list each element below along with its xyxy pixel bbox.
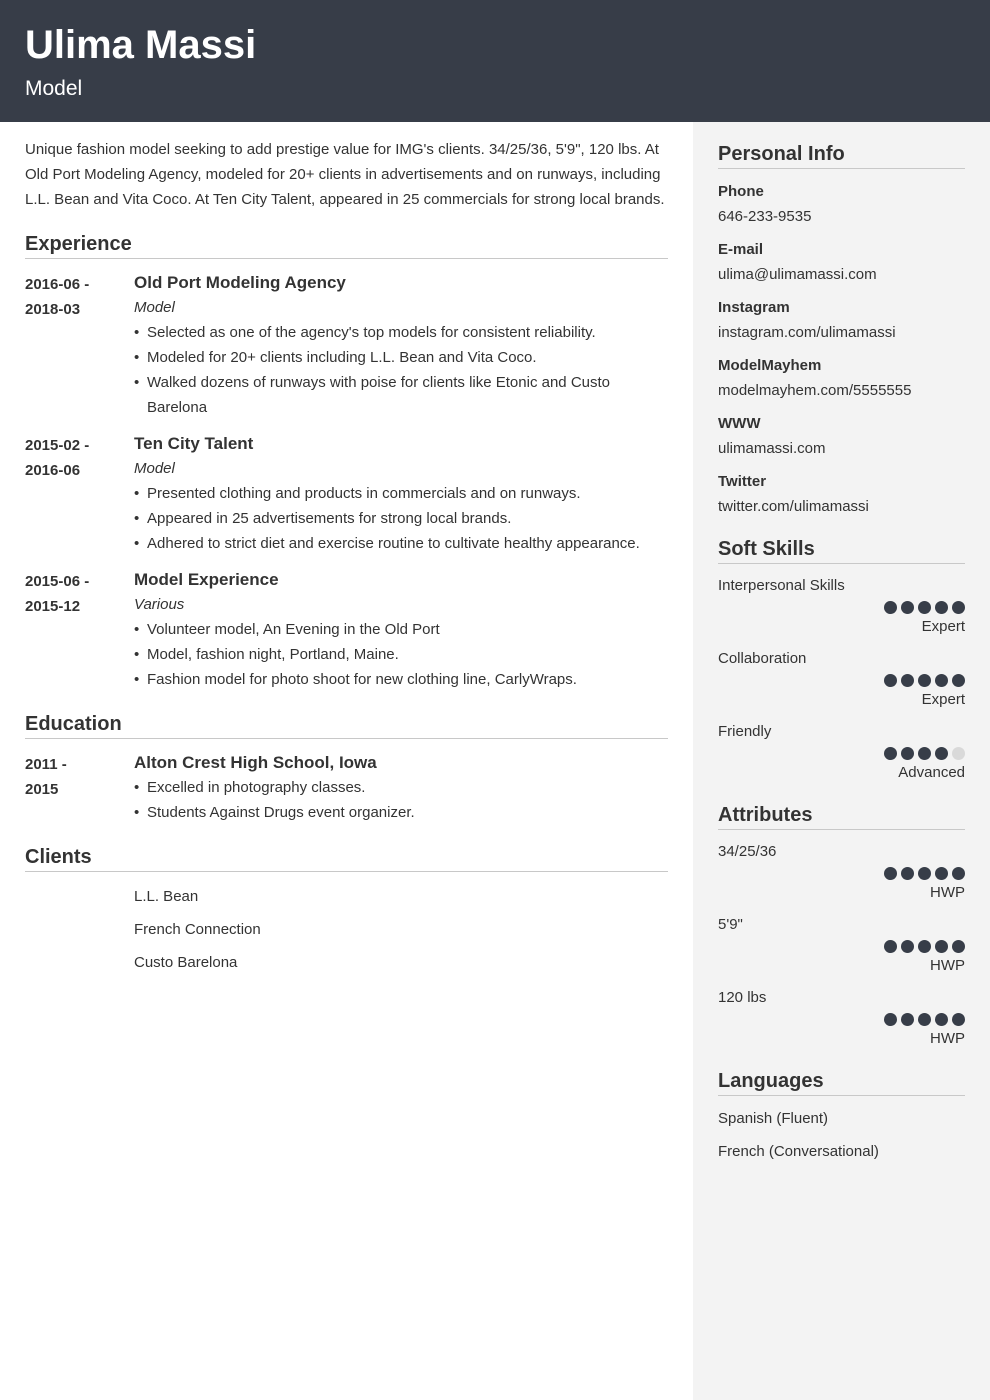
skill-level: Expert (921, 618, 965, 635)
entry-organization: Model Experience (134, 570, 279, 589)
languages-title: Languages (718, 1069, 965, 1096)
bullet-item: • Selected as one of the agency's top models for consistent reliability. (134, 320, 668, 345)
attribute-item (718, 841, 965, 903)
info-label: Instagram (718, 299, 790, 316)
experience-title: Experience (25, 232, 668, 259)
date-start: 2016-06 - (25, 276, 90, 293)
skill-rating (718, 674, 965, 687)
info-modelmayhem (718, 355, 965, 401)
rating-dot-filled (884, 674, 897, 687)
main-column (25, 122, 668, 983)
rating-dot-filled (884, 601, 897, 614)
date-start: 2011 - (25, 756, 67, 773)
date-start: 2015-02 - (25, 437, 90, 454)
rating-dot-filled (952, 940, 965, 953)
attributes-title: Attributes (718, 803, 965, 830)
entry-organization: Ten City Talent (134, 434, 254, 453)
skill-name: Friendly (718, 723, 772, 740)
info-twitter (718, 471, 965, 517)
entry-position: Model (134, 460, 175, 477)
attribute-level: HWP (930, 1030, 965, 1047)
rating-dot-filled (901, 1013, 914, 1026)
attribute-name: 120 lbs (718, 989, 767, 1006)
experience-entry (25, 270, 668, 420)
rating-dot-filled (901, 674, 914, 687)
experience-list (25, 270, 668, 692)
attribute-level: HWP (930, 884, 965, 901)
candidate-role: Model (25, 77, 83, 100)
entry-organization: Alton Crest High School, Iowa (134, 753, 377, 772)
education-entry (25, 750, 668, 825)
language-item: Spanish (Fluent) (718, 1110, 829, 1127)
info-value: twitter.com/ulimamassi (718, 498, 869, 515)
info-label: Twitter (718, 473, 767, 490)
personal-info-title: Personal Info (718, 142, 965, 169)
rating-dot-filled (935, 1013, 948, 1026)
entry-bullets (134, 775, 668, 825)
bullet-item: • Presented clothing and products in commercials and on runways. (134, 481, 668, 506)
rating-dot-filled (918, 1013, 931, 1026)
client-item: Custo Barelona (134, 954, 238, 971)
rating-dot-filled (952, 1013, 965, 1026)
rating-dot-filled (901, 867, 914, 880)
rating-dot-filled (884, 747, 897, 760)
language-item: French (Conversational) (718, 1143, 879, 1160)
rating-dot-filled (952, 867, 965, 880)
entry-date (25, 750, 134, 825)
rating-dot-filled (952, 674, 965, 687)
experience-entry (25, 431, 668, 556)
attribute-rating (718, 867, 965, 880)
rating-dot-empty (952, 747, 965, 760)
attribute-name: 34/25/36 (718, 843, 777, 860)
rating-dot-filled (901, 601, 914, 614)
entry-bullets (134, 481, 668, 556)
sidebar (693, 122, 990, 1400)
date-end: 2018-03 (25, 301, 81, 318)
clients-list (25, 884, 668, 975)
attribute-item (718, 914, 965, 976)
skill-item (718, 648, 965, 710)
rating-dot-filled (901, 747, 914, 760)
date-end: 2015-12 (25, 598, 81, 615)
skill-level: Advanced (898, 764, 965, 781)
bullet-item: • Fashion model for photo shoot for new clothing line, CarlyWraps. (134, 667, 668, 692)
summary: Unique fashion model seeking to add prestige value for IMG's clients. 34/25/36, 5'9", 120 lbs. At Old Port Modeling Agency, modeled for 20+ clients in advertisements and on runways, including L.L. Bean and Vita Coco. At Ten City Talent, appeared in 25 commercials for strong local brands. (25, 141, 665, 208)
rating-dot-filled (918, 940, 931, 953)
info-email (718, 239, 965, 285)
info-phone (718, 181, 965, 227)
client-item: French Connection (134, 921, 261, 938)
info-www (718, 413, 965, 459)
attribute-rating (718, 1013, 965, 1026)
bullet-item: • Modeled for 20+ clients including L.L. Bean and Vita Coco. (134, 345, 668, 370)
skill-item (718, 721, 965, 783)
rating-dot-filled (935, 867, 948, 880)
attribute-level: HWP (930, 957, 965, 974)
soft-skills-title: Soft Skills (718, 537, 965, 564)
attribute-rating (718, 940, 965, 953)
entry-date (25, 270, 134, 420)
rating-dot-filled (935, 940, 948, 953)
clients-title: Clients (25, 845, 668, 872)
info-label: E-mail (718, 241, 764, 258)
info-label: Phone (718, 183, 764, 200)
skill-name: Interpersonal Skills (718, 577, 845, 594)
info-value: ulimamassi.com (718, 440, 826, 457)
rating-dot-filled (952, 601, 965, 614)
skill-rating (718, 601, 965, 614)
skill-rating (718, 747, 965, 760)
info-value: modelmayhem.com/5555555 (718, 382, 912, 399)
entry-date (25, 431, 134, 556)
rating-dot-filled (935, 601, 948, 614)
entry-bullets (134, 320, 668, 420)
info-value: ulima@ulimamassi.com (718, 266, 877, 283)
bullet-item: • Volunteer model, An Evening in the Old Port (134, 617, 668, 642)
rating-dot-filled (918, 601, 931, 614)
languages-list (718, 1108, 965, 1162)
entry-bullets (134, 617, 668, 692)
skill-item (718, 575, 965, 637)
attribute-name: 5'9" (718, 916, 743, 933)
education-list (25, 750, 668, 825)
rating-dot-filled (884, 1013, 897, 1026)
resume-header (0, 0, 990, 122)
info-value: 646-233-9535 (718, 208, 812, 225)
info-value: instagram.com/ulimamassi (718, 324, 896, 341)
entry-date (25, 567, 134, 692)
skill-level: Expert (921, 691, 965, 708)
info-label: ModelMayhem (718, 357, 822, 374)
rating-dot-filled (918, 674, 931, 687)
client-item: L.L. Bean (134, 888, 199, 905)
attribute-item (718, 987, 965, 1049)
soft-skills-list (718, 575, 965, 783)
rating-dot-filled (884, 867, 897, 880)
attributes-list (718, 841, 965, 1049)
date-start: 2015-06 - (25, 573, 90, 590)
rating-dot-filled (918, 867, 931, 880)
rating-dot-filled (935, 674, 948, 687)
education-title: Education (25, 712, 668, 739)
entry-organization: Old Port Modeling Agency (134, 273, 346, 292)
entry-position: Model (134, 299, 175, 316)
rating-dot-filled (918, 747, 931, 760)
personal-info-list (718, 181, 965, 517)
bullet-item: • Walked dozens of runways with poise for clients like Etonic and Custo Barelona (134, 370, 668, 420)
info-label: WWW (718, 415, 761, 432)
experience-entry (25, 567, 668, 692)
info-instagram (718, 297, 965, 343)
candidate-name: Ulima Massi (25, 23, 257, 67)
skill-name: Collaboration (718, 650, 807, 667)
bullet-item: • Appeared in 25 advertisements for strong local brands. (134, 506, 668, 531)
entry-position: Various (134, 596, 185, 613)
bullet-item: • Model, fashion night, Portland, Maine. (134, 642, 668, 667)
rating-dot-filled (884, 940, 897, 953)
bullet-item: • Excelled in photography classes. (134, 775, 668, 800)
bullet-item: • Students Against Drugs event organizer. (134, 800, 668, 825)
rating-dot-filled (901, 940, 914, 953)
rating-dot-filled (935, 747, 948, 760)
bullet-item: • Adhered to strict diet and exercise routine to cultivate healthy appearance. (134, 531, 668, 556)
date-end: 2015 (25, 781, 59, 798)
date-end: 2016-06 (25, 462, 81, 479)
